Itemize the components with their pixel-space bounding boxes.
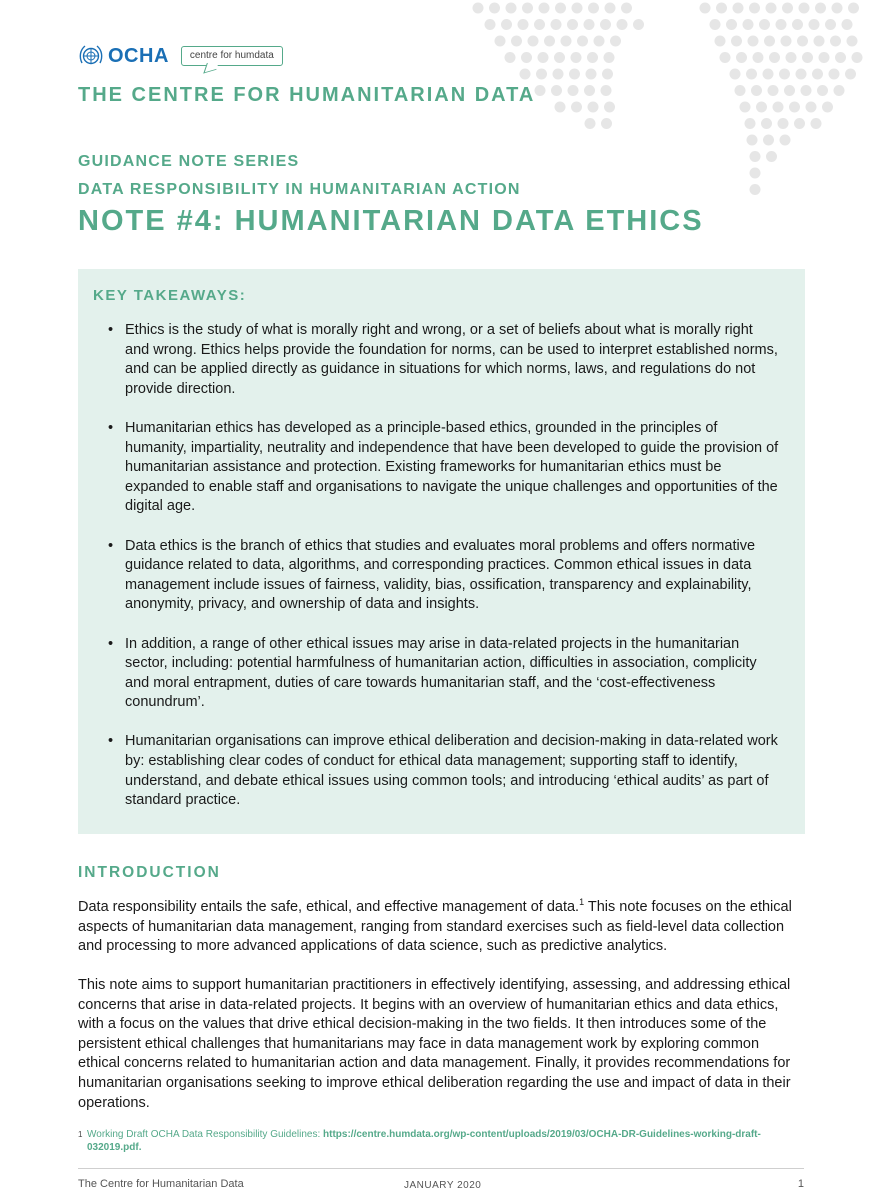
- map-dot: [587, 52, 598, 63]
- takeaways-list: [108, 321, 780, 830]
- map-dot: [811, 118, 822, 129]
- map-dot: [773, 102, 784, 113]
- map-dot: [812, 69, 823, 80]
- map-dot: [544, 36, 555, 47]
- page-number: 1: [797, 1178, 804, 1190]
- map-dot: [817, 85, 828, 96]
- map-dot: [571, 102, 582, 113]
- map-dot: [780, 135, 791, 146]
- map-dot: [768, 85, 779, 96]
- map-dot: [511, 36, 522, 47]
- map-dot: [802, 52, 813, 63]
- map-dot: [534, 19, 545, 30]
- map-dot: [605, 3, 616, 14]
- map-dot: [555, 3, 566, 14]
- organization-title: THE CENTRE FOR HUMANITARIAN DATA: [78, 84, 536, 106]
- map-dot: [569, 69, 580, 80]
- map-dot: [834, 85, 845, 96]
- footer-date: JANUARY 2020: [404, 1180, 482, 1191]
- map-dot: [715, 36, 726, 47]
- map-dot: [781, 36, 792, 47]
- map-dot: [506, 3, 517, 14]
- map-dot: [759, 19, 770, 30]
- map-dot: [539, 3, 550, 14]
- map-dot: [518, 19, 529, 30]
- map-dot: [621, 3, 632, 14]
- map-dot: [753, 52, 764, 63]
- map-dot: [617, 19, 628, 30]
- map-dot: [822, 102, 833, 113]
- map-dot: [789, 102, 800, 113]
- map-dot: [551, 85, 562, 96]
- map-dot: [750, 184, 761, 195]
- map-dot: [572, 3, 583, 14]
- map-dot: [766, 151, 777, 162]
- note-title: NOTE #4: HUMANITARIAN DATA ETHICS: [78, 205, 704, 237]
- map-dot: [776, 19, 787, 30]
- map-dot: [845, 69, 856, 80]
- map-dot: [852, 52, 863, 63]
- map-dot: [756, 102, 767, 113]
- map-dot: [505, 52, 516, 63]
- series-line-2: DATA RESPONSIBILITY IN HUMANITARIAN ACTION: [78, 181, 521, 198]
- map-dot: [796, 69, 807, 80]
- map-dot: [799, 3, 810, 14]
- map-dot: [743, 19, 754, 30]
- map-dot: [536, 69, 547, 80]
- footer-organization: The Centre for Humanitarian Data: [78, 1178, 244, 1190]
- map-dot: [601, 85, 612, 96]
- key-takeaways-heading: KEY TAKEAWAYS:: [93, 287, 247, 304]
- footnote-text-wrap: [78, 1128, 778, 1154]
- map-dot: [748, 36, 759, 47]
- map-dot: [633, 19, 644, 30]
- map-dot: [601, 118, 612, 129]
- map-dot: [485, 19, 496, 30]
- takeaway-item: • Ethics is the study of what is morally right and wrong, or a set of beliefs about what is morally right and wrong. Ethics helps provide the foundation for norms, can be used to interpret established norms, and can be applied directly as guidance in situations for which norms, laws, and regulations do not provide direction.: [108, 321, 780, 399]
- map-dot: [561, 36, 572, 47]
- map-dot: [769, 52, 780, 63]
- map-dot: [735, 85, 746, 96]
- map-dot: [809, 19, 820, 30]
- map-dot: [710, 19, 721, 30]
- humdata-logo-text: centre for humdata: [189, 50, 274, 61]
- map-dot: [489, 3, 500, 14]
- map-dot: [747, 135, 758, 146]
- map-dot: [520, 69, 531, 80]
- map-dot: [792, 19, 803, 30]
- map-dot: [495, 36, 506, 47]
- un-emblem-icon: [78, 43, 104, 69]
- takeaway-item: • Data ethics is the branch of ethics that studies and evaluates moral problems and offers normative guidance related to data, algorithms, and corresponding practices. Common ethical issues in data management include issues of fairness, validity, bias, ossification, transparency and explainability, anonymity, privacy, and ownership of data and insights.: [108, 537, 780, 615]
- map-dot: [832, 3, 843, 14]
- map-dot: [720, 52, 731, 63]
- map-dot: [588, 102, 599, 113]
- series-heading: [78, 148, 521, 204]
- map-dot: [585, 118, 596, 129]
- map-dot: [604, 52, 615, 63]
- map-dot: [553, 69, 564, 80]
- map-dot: [535, 85, 546, 96]
- map-dot: [731, 36, 742, 47]
- takeaway-item: • Humanitarian ethics has developed as a principle-based ethics, grounded in the principles of humanity, impartiality, neutrality and independence that have been developed to guide the provision of humanitarian assistance and protection. Existing frameworks for humanitarian ethics must be expanded to enable staff and organisations to navigate the unique challenges and opportunities of the digital age.: [108, 419, 780, 517]
- map-dot: [847, 36, 858, 47]
- map-dot: [538, 52, 549, 63]
- intro-paragraph-1: [78, 898, 800, 957]
- map-dot: [797, 36, 808, 47]
- map-dot: [835, 52, 846, 63]
- map-dot: [766, 3, 777, 14]
- map-dot: [730, 69, 741, 80]
- map-dot: [568, 85, 579, 96]
- map-dot: [521, 52, 532, 63]
- map-dot: [842, 19, 853, 30]
- footer-divider: [78, 1168, 804, 1169]
- map-dot: [806, 102, 817, 113]
- map-dot: [528, 36, 539, 47]
- speech-bubble-tail: [203, 59, 219, 73]
- map-dot: [778, 118, 789, 129]
- map-dot: [588, 3, 599, 14]
- map-dot: [733, 3, 744, 14]
- intro-paragraph-2: This note aims to support humanitarian practitioners in effectively identifying, assessing, and addressing ethical concerns that arise in data-related projects. It begins with an overview of humanitarian ethics and data ethics, with a focus on the values that drive ethical decision-making in the two fields. It then introduces some of the persistent ethical challenges that humanitarians may face in data management work by exploring common ethical concerns related to humanitarian action and data management. Finally, it provides recommendations for humanitarian organisations seeking to improve ethical deliberation regarding the use and impact of data in their operations.: [78, 977, 791, 1111]
- map-dot: [763, 69, 774, 80]
- map-dot: [801, 85, 812, 96]
- map-dot: [750, 151, 761, 162]
- map-dot: [750, 168, 761, 179]
- map-dot: [746, 69, 757, 80]
- map-dot: [740, 102, 751, 113]
- map-dot: [726, 19, 737, 30]
- map-dot: [814, 36, 825, 47]
- map-dot: [794, 118, 805, 129]
- footnote-ref[interactable]: 1: [579, 897, 585, 908]
- map-dot: [736, 52, 747, 63]
- map-dot: [577, 36, 588, 47]
- map-dot: [602, 69, 613, 80]
- map-dot: [829, 69, 840, 80]
- ocha-logo-text: OCHA: [108, 44, 169, 67]
- map-dot: [848, 3, 859, 14]
- logo-row: [78, 40, 283, 72]
- map-dot: [825, 19, 836, 30]
- map-dot: [501, 19, 512, 30]
- map-dot: [716, 3, 727, 14]
- map-dot: [751, 85, 762, 96]
- map-dot: [784, 85, 795, 96]
- map-dot: [600, 19, 611, 30]
- map-dot: [819, 52, 830, 63]
- footnote-text: Working Draft OCHA Data Responsibility Guidelines:: [87, 1129, 324, 1140]
- introduction-heading: INTRODUCTION: [78, 864, 221, 881]
- map-dot: [764, 36, 775, 47]
- map-dot: [594, 36, 605, 47]
- intro-p1-text-a: Data responsibility entails the safe, ethical, and effective management of data.: [78, 899, 580, 915]
- map-dot: [761, 118, 772, 129]
- map-dot: [555, 102, 566, 113]
- map-dot: [700, 3, 711, 14]
- footnote-number: 1: [78, 1130, 83, 1139]
- map-dot: [567, 19, 578, 30]
- map-dot: [586, 69, 597, 80]
- map-dot: [830, 36, 841, 47]
- map-dot: [782, 3, 793, 14]
- intro-p1-text-b: This note focuses on the ethical aspects of humanitarian data management, ranging from standard exercises such as field-level data collection and processing to more advanced applications of data science, such as predictive analytics.: [78, 899, 792, 955]
- footnote: [78, 1128, 778, 1154]
- map-dot: [779, 69, 790, 80]
- key-takeaways-box: [78, 269, 805, 834]
- map-dot: [473, 3, 484, 14]
- map-dot: [584, 19, 595, 30]
- map-dot: [584, 85, 595, 96]
- map-dot: [749, 3, 760, 14]
- map-dot: [604, 102, 615, 113]
- humdata-logo: [181, 46, 283, 66]
- map-dot: [815, 3, 826, 14]
- map-dot: [551, 19, 562, 30]
- map-dot: [763, 135, 774, 146]
- map-dot: [745, 118, 756, 129]
- map-dot: [522, 3, 533, 14]
- series-line-1: GUIDANCE NOTE SERIES: [78, 153, 300, 170]
- takeaway-item: • In addition, a range of other ethical issues may arise in data-related projects in the humanitarian sector, including: potential harmfulness of humanitarian action, difficulties in association, complicity and moral entrapment, duties of care towards humanitarian staff, and the ‘cost-effectiveness conundrum’.: [108, 635, 780, 713]
- map-dot: [610, 36, 621, 47]
- takeaway-item: • Humanitarian organisations can improve ethical deliberation and decision-making in data-related work by: establishing clear codes of conduct for ethical data management; supporting staff to identify, understand, and debate ethical issues using common tools; and introducing ‘ethical audits’ as part of standard practice.: [108, 732, 780, 810]
- map-dot: [554, 52, 565, 63]
- footnote-link[interactable]: https://centre.humdata.org/wp-content/uploads/2019/03/OCHA-DR-Guidelines-working-draft-032019.pdf.: [87, 1129, 761, 1153]
- map-dot: [571, 52, 582, 63]
- map-dot: [786, 52, 797, 63]
